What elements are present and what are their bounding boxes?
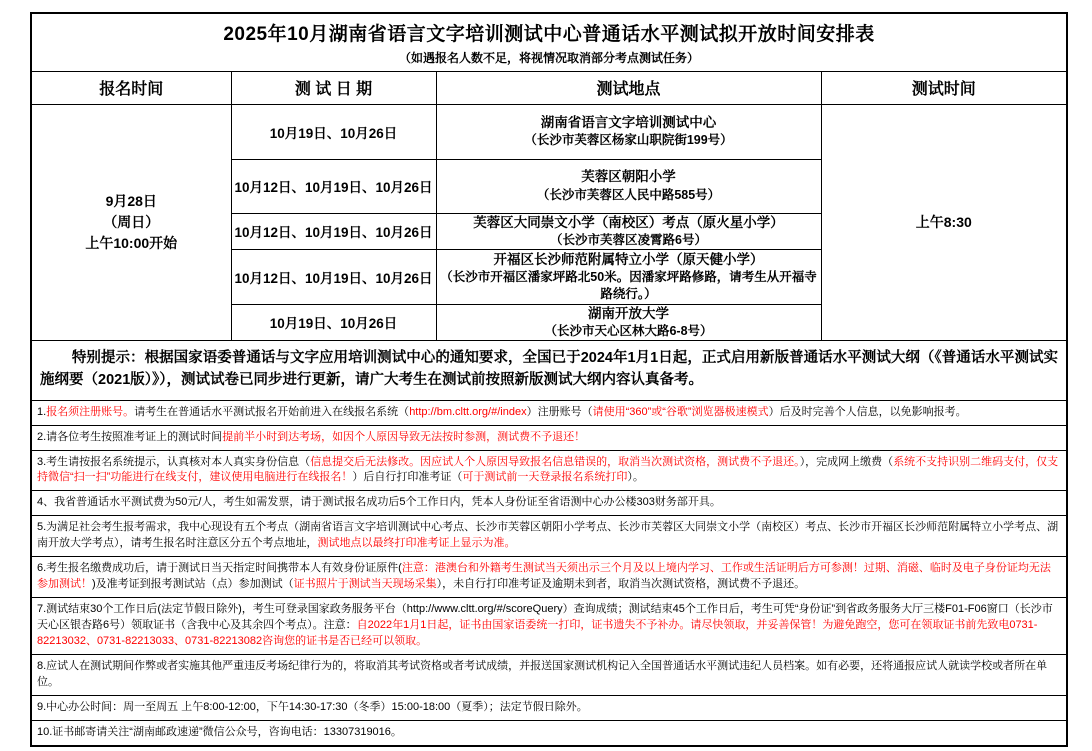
venue-name: 开福区长沙师范附属特立小学（原天健小学） [493,251,764,267]
test-dates: 10月12日、10月19日、10月26日 [231,213,436,249]
special-notice [31,340,1067,400]
note-2: 2.请各位考生按照准考证上的测试时间提前半小时到达考场，如因个人原因导致无法按时参测，测试费不予退还！ [31,425,1067,450]
note-5: 5.为满足社会考生报考需求，我中心现设有五个考点（湖南省语言文字培训测试中心考点、长沙市芙蓉区朝阳小学考点、长沙市芙蓉区大同崇文小学（南校区）考点、长沙市开福区长沙师范附属特立小学考点、湖南开放大学考点），请考生报名时注意区分五个考点地址，测试地点以最终打印准考证上显示为准。 [31,516,1067,557]
schedule-document [30,12,1066,747]
column-header-test-location: 测试地点 [436,71,821,104]
venue-address: （长沙市芙蓉区杨家山职院街199号） [524,133,733,148]
note-row [31,695,1067,720]
header-row [31,71,1067,104]
test-location-cell [436,213,821,249]
test-dates: 10月12日、10月19日、10月26日 [231,249,436,304]
venue-name: 湖南省语言文字培训测试中心 [540,114,717,130]
venue-name: 芙蓉区大同崇文小学（南校区）考点（原火星小学） [473,214,784,230]
schedule-table [30,12,1068,747]
note-row [31,491,1067,516]
note-6: 6.考生报名缴费成功后，请于测试日当天指定时间携带本人有效身份证原件(注意：港澳台和外籍考生测试当天须出示三个月及以上境内学习、工作或生活证明后方可参测！过期、消磁、临时及电子身份证均无法参加测试！)及准考证到报考测试站（点）参加测试（证书照片于测试当天现场采集），未自行打印准考证及逾期未到者，取消当次测试资格，测试费不予退还。 [31,557,1067,598]
note-row [31,400,1067,425]
note-1: 1.报名须注册账号。请考生在普通话水平测试报名开始前进入在线报名系统（http://bm.cltt.org/#/index）注册账号（请使用“360”或“谷歌”浏览器极速模式）后及时完善个人信息，以免影响报考。 [31,400,1067,425]
test-dates: 10月12日、10月19日、10月26日 [231,159,436,213]
venue-name: 湖南开放大学 [588,305,669,321]
test-dates: 10月19日、10月26日 [231,104,436,159]
page-subtitle: （如遇报名人数不足，将视情况取消部分考点测试任务） [399,50,700,65]
test-location-cell [436,304,821,340]
note-row [31,598,1067,655]
venue-name: 芙蓉区朝阳小学 [581,169,676,185]
note-4: 4、我省普通话水平测试费为50元/人，考生如需发票，请于测试报名成功后5个工作日内，凭本人身份证至省语测中心办公楼303财务部开具。 [31,491,1067,516]
signup-date: 9月28日 [105,192,157,209]
note-3: 3.考生请按报名系统提示，认真核对本人真实身份信息（信息提交后无法修改。因应试人个人原因导致报名信息错误的，取消当次测试资格，测试费不予退还。），完成网上缴费（系统不支持识别二维码支付，仅支持微信“扫一扫”功能进行在线支付，建议使用电脑进行在线报名！）后自行打印准考证（可于测试前一天登录报名系统打印）。 [31,450,1067,491]
note-row [31,654,1067,695]
note-9: 9.中心办公时间：周一至周五 上午8:00-12:00，下午14:30-17:30（冬季）15:00-18:00（夏季）；法定节假日除外。 [31,695,1067,720]
test-time-cell: 上午8:30 [821,104,1067,340]
note-row [31,450,1067,491]
table-row [31,104,1067,159]
test-location-cell [436,159,821,213]
column-header-test-time: 测试时间 [821,71,1067,104]
signup-weekday: （周日） [103,213,160,230]
special-notice-row [31,340,1067,400]
note-row [31,425,1067,450]
note-row [31,720,1067,745]
test-location-cell [436,104,821,159]
venue-address: （长沙市芙蓉区人民中路585号） [536,187,721,202]
title-block [31,13,1067,71]
note-row [31,516,1067,557]
note-7: 7.测试结束30个工作日后(法定节假日除外)，考生可登录国家政务服务平台（http://www.cltt.org/#/scoreQuery）查询成绩；测试结束45个工作日后，考生可凭“身份证”到省政务服务大厅三楼F01-F06窗口（长沙市天心区银杏路6号）领取证书（含我中心及其余四个考点）。注意：自2022年1月1日起，证书由国家语委统一打印，证书遗失不予补办。请尽快领取，并妥善保管！为避免跑空，您可在领取证书前先致电0731-82213032、0731-82213033、0731-82213082咨询您的证书是否已经可以领取。 [31,598,1067,655]
note-row [31,557,1067,598]
column-header-test-date: 测 试 日 期 [231,71,436,104]
note-8: 8.应试人在测试期间作弊或者实施其他严重违反考场纪律行为的，将取消其考试资格或者考试成绩，并报送国家测试机构记入全国普通话水平测试违纪人员档案。如有必要，还将通报应试人就读学校或者所在单位。 [31,654,1067,695]
test-location-cell [436,249,821,304]
signup-time-cell [31,104,231,340]
note-10: 10.证书邮寄请关注“湖南邮政速递”微信公众号，咨询电话：13307319016。 [31,720,1067,745]
venue-address: （长沙市芙蓉区凌霄路6号） [550,232,707,247]
venue-address: （长沙市开福区潘家坪路北50米。因潘家坪路修路，请考生从开福寺路绕行。） [440,269,817,301]
column-header-signup-time: 报名时间 [31,71,231,104]
test-dates: 10月19日、10月26日 [231,304,436,340]
signup-start-time: 上午10:00开始 [85,234,178,251]
venue-address: （长沙市天心区林大路6-8号） [544,323,713,338]
special-notice-text: 特别提示：根据国家语委普通话与文字应用培训测试中心的通知要求，全国已于2024年1月1日起，正式启用新版普通话水平测试大纲（《普通话水平测试实施纲要（2021版）》），测试试卷已同步进行更新，请广大考生在测试前按照新版测试大纲内容认真备考。 [40,349,1059,389]
page-title: 2025年10月湖南省语言文字培训测试中心普通话水平测试拟开放时间安排表 [223,23,875,45]
